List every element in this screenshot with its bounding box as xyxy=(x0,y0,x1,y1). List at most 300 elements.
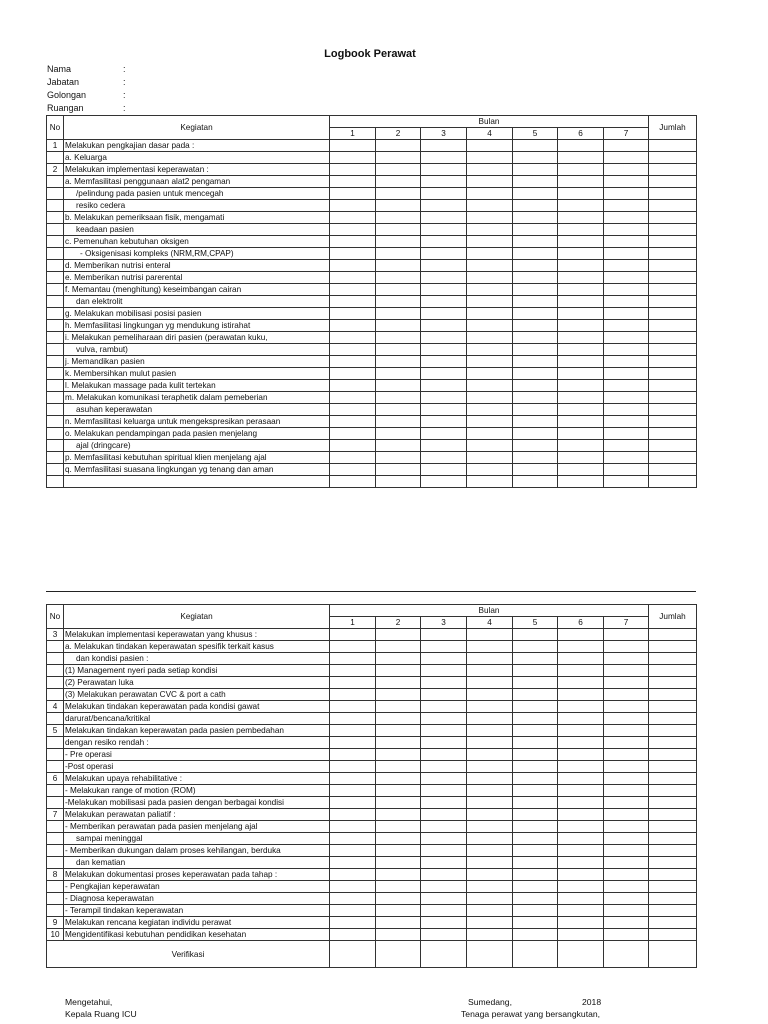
jumlah-cell[interactable] xyxy=(649,332,697,344)
month-cell[interactable] xyxy=(421,464,467,476)
month-cell[interactable] xyxy=(604,320,649,332)
month-cell[interactable] xyxy=(467,188,513,200)
month-cell[interactable] xyxy=(513,773,558,785)
month-cell[interactable] xyxy=(421,416,467,428)
month-cell[interactable] xyxy=(376,845,421,857)
month-cell[interactable] xyxy=(558,653,604,665)
month-cell[interactable] xyxy=(330,809,376,821)
month-cell[interactable] xyxy=(467,236,513,248)
month-cell[interactable] xyxy=(330,344,376,356)
month-cell[interactable] xyxy=(330,332,376,344)
month-cell[interactable] xyxy=(604,152,649,164)
month-cell[interactable] xyxy=(421,725,467,737)
month-cell[interactable] xyxy=(558,140,604,152)
jumlah-cell[interactable] xyxy=(649,809,697,821)
month-cell[interactable] xyxy=(330,200,376,212)
month-cell[interactable] xyxy=(513,416,558,428)
month-cell[interactable] xyxy=(604,236,649,248)
month-cell[interactable] xyxy=(604,332,649,344)
month-cell[interactable] xyxy=(421,476,467,488)
month-cell[interactable] xyxy=(467,272,513,284)
verification-cell[interactable] xyxy=(330,941,376,968)
month-cell[interactable] xyxy=(604,881,649,893)
month-cell[interactable] xyxy=(376,272,421,284)
month-cell[interactable] xyxy=(421,452,467,464)
month-cell[interactable] xyxy=(513,929,558,941)
month-cell[interactable] xyxy=(558,905,604,917)
jumlah-cell[interactable] xyxy=(649,917,697,929)
month-cell[interactable] xyxy=(330,881,376,893)
month-cell[interactable] xyxy=(421,320,467,332)
verification-cell[interactable] xyxy=(558,941,604,968)
month-cell[interactable] xyxy=(421,893,467,905)
month-cell[interactable] xyxy=(513,440,558,452)
month-cell[interactable] xyxy=(376,452,421,464)
month-cell[interactable] xyxy=(376,200,421,212)
month-cell[interactable] xyxy=(604,893,649,905)
month-cell[interactable] xyxy=(513,821,558,833)
month-cell[interactable] xyxy=(467,284,513,296)
month-cell[interactable] xyxy=(467,476,513,488)
month-cell[interactable] xyxy=(330,713,376,725)
month-cell[interactable] xyxy=(376,428,421,440)
month-cell[interactable] xyxy=(513,164,558,176)
jumlah-cell[interactable] xyxy=(649,905,697,917)
month-cell[interactable] xyxy=(467,404,513,416)
month-cell[interactable] xyxy=(467,416,513,428)
month-cell[interactable] xyxy=(330,761,376,773)
month-cell[interactable] xyxy=(421,356,467,368)
month-cell[interactable] xyxy=(604,833,649,845)
month-cell[interactable] xyxy=(467,917,513,929)
month-cell[interactable] xyxy=(604,845,649,857)
month-cell[interactable] xyxy=(330,893,376,905)
month-cell[interactable] xyxy=(604,869,649,881)
month-cell[interactable] xyxy=(467,224,513,236)
month-cell[interactable] xyxy=(558,464,604,476)
month-cell[interactable] xyxy=(513,833,558,845)
month-cell[interactable] xyxy=(421,785,467,797)
month-cell[interactable] xyxy=(558,857,604,869)
month-cell[interactable] xyxy=(467,761,513,773)
month-cell[interactable] xyxy=(421,869,467,881)
month-cell[interactable] xyxy=(604,857,649,869)
month-cell[interactable] xyxy=(467,332,513,344)
month-cell[interactable] xyxy=(376,869,421,881)
month-cell[interactable] xyxy=(376,296,421,308)
month-cell[interactable] xyxy=(467,749,513,761)
month-cell[interactable] xyxy=(330,677,376,689)
month-cell[interactable] xyxy=(330,917,376,929)
month-cell[interactable] xyxy=(467,773,513,785)
month-cell[interactable] xyxy=(330,929,376,941)
jumlah-cell[interactable] xyxy=(649,821,697,833)
month-cell[interactable] xyxy=(330,785,376,797)
month-cell[interactable] xyxy=(513,248,558,260)
month-cell[interactable] xyxy=(558,929,604,941)
month-cell[interactable] xyxy=(513,380,558,392)
month-cell[interactable] xyxy=(376,773,421,785)
month-cell[interactable] xyxy=(421,677,467,689)
month-cell[interactable] xyxy=(513,320,558,332)
month-cell[interactable] xyxy=(421,629,467,641)
month-cell[interactable] xyxy=(513,176,558,188)
month-cell[interactable] xyxy=(330,821,376,833)
month-cell[interactable] xyxy=(330,857,376,869)
jumlah-cell[interactable] xyxy=(649,380,697,392)
month-cell[interactable] xyxy=(513,332,558,344)
month-cell[interactable] xyxy=(330,428,376,440)
month-cell[interactable] xyxy=(558,212,604,224)
month-cell[interactable] xyxy=(330,404,376,416)
month-cell[interactable] xyxy=(513,452,558,464)
month-cell[interactable] xyxy=(558,260,604,272)
month-cell[interactable] xyxy=(558,845,604,857)
month-cell[interactable] xyxy=(513,152,558,164)
month-cell[interactable] xyxy=(467,260,513,272)
month-cell[interactable] xyxy=(421,272,467,284)
month-cell[interactable] xyxy=(376,236,421,248)
month-cell[interactable] xyxy=(558,809,604,821)
month-cell[interactable] xyxy=(467,845,513,857)
month-cell[interactable] xyxy=(376,260,421,272)
month-cell[interactable] xyxy=(558,737,604,749)
month-cell[interactable] xyxy=(558,320,604,332)
month-cell[interactable] xyxy=(421,140,467,152)
month-cell[interactable] xyxy=(558,725,604,737)
month-cell[interactable] xyxy=(467,653,513,665)
month-cell[interactable] xyxy=(558,176,604,188)
month-cell[interactable] xyxy=(513,749,558,761)
month-cell[interactable] xyxy=(604,905,649,917)
month-cell[interactable] xyxy=(421,821,467,833)
month-cell[interactable] xyxy=(376,224,421,236)
month-cell[interactable] xyxy=(421,881,467,893)
month-cell[interactable] xyxy=(421,701,467,713)
month-cell[interactable] xyxy=(421,773,467,785)
month-cell[interactable] xyxy=(376,188,421,200)
month-cell[interactable] xyxy=(467,689,513,701)
month-cell[interactable] xyxy=(558,284,604,296)
month-cell[interactable] xyxy=(376,917,421,929)
month-cell[interactable] xyxy=(604,140,649,152)
month-cell[interactable] xyxy=(513,188,558,200)
month-cell[interactable] xyxy=(513,428,558,440)
month-cell[interactable] xyxy=(604,344,649,356)
jumlah-cell[interactable] xyxy=(649,320,697,332)
jumlah-cell[interactable] xyxy=(649,713,697,725)
month-cell[interactable] xyxy=(604,188,649,200)
month-cell[interactable] xyxy=(376,833,421,845)
month-cell[interactable] xyxy=(604,761,649,773)
month-cell[interactable] xyxy=(467,833,513,845)
month-cell[interactable] xyxy=(513,344,558,356)
month-cell[interactable] xyxy=(421,440,467,452)
jumlah-cell[interactable] xyxy=(649,689,697,701)
month-cell[interactable] xyxy=(376,665,421,677)
month-cell[interactable] xyxy=(421,368,467,380)
month-cell[interactable] xyxy=(558,344,604,356)
month-cell[interactable] xyxy=(604,725,649,737)
month-cell[interactable] xyxy=(376,416,421,428)
month-cell[interactable] xyxy=(330,176,376,188)
month-cell[interactable] xyxy=(376,176,421,188)
month-cell[interactable] xyxy=(558,200,604,212)
month-cell[interactable] xyxy=(421,224,467,236)
month-cell[interactable] xyxy=(421,905,467,917)
jumlah-cell[interactable] xyxy=(649,785,697,797)
jumlah-cell[interactable] xyxy=(649,701,697,713)
month-cell[interactable] xyxy=(558,428,604,440)
jumlah-cell[interactable] xyxy=(649,368,697,380)
month-cell[interactable] xyxy=(604,689,649,701)
month-cell[interactable] xyxy=(604,929,649,941)
month-cell[interactable] xyxy=(467,368,513,380)
month-cell[interactable] xyxy=(467,380,513,392)
month-cell[interactable] xyxy=(558,749,604,761)
month-cell[interactable] xyxy=(330,284,376,296)
month-cell[interactable] xyxy=(604,284,649,296)
month-cell[interactable] xyxy=(330,905,376,917)
month-cell[interactable] xyxy=(604,224,649,236)
jumlah-cell[interactable] xyxy=(649,737,697,749)
month-cell[interactable] xyxy=(330,701,376,713)
month-cell[interactable] xyxy=(604,677,649,689)
month-cell[interactable] xyxy=(421,404,467,416)
month-cell[interactable] xyxy=(330,653,376,665)
month-cell[interactable] xyxy=(376,641,421,653)
month-cell[interactable] xyxy=(421,344,467,356)
month-cell[interactable] xyxy=(604,701,649,713)
month-cell[interactable] xyxy=(376,284,421,296)
month-cell[interactable] xyxy=(558,416,604,428)
jumlah-cell[interactable] xyxy=(649,392,697,404)
month-cell[interactable] xyxy=(467,821,513,833)
month-cell[interactable] xyxy=(330,773,376,785)
month-cell[interactable] xyxy=(376,881,421,893)
jumlah-cell[interactable] xyxy=(649,200,697,212)
month-cell[interactable] xyxy=(376,380,421,392)
month-cell[interactable] xyxy=(421,164,467,176)
month-cell[interactable] xyxy=(421,296,467,308)
month-cell[interactable] xyxy=(330,152,376,164)
month-cell[interactable] xyxy=(421,200,467,212)
month-cell[interactable] xyxy=(421,809,467,821)
month-cell[interactable] xyxy=(376,392,421,404)
jumlah-cell[interactable] xyxy=(649,773,697,785)
month-cell[interactable] xyxy=(376,212,421,224)
month-cell[interactable] xyxy=(330,224,376,236)
month-cell[interactable] xyxy=(330,749,376,761)
jumlah-cell[interactable] xyxy=(649,308,697,320)
month-cell[interactable] xyxy=(558,380,604,392)
month-cell[interactable] xyxy=(558,641,604,653)
month-cell[interactable] xyxy=(513,368,558,380)
jumlah-cell[interactable] xyxy=(649,284,697,296)
month-cell[interactable] xyxy=(467,893,513,905)
month-cell[interactable] xyxy=(330,416,376,428)
month-cell[interactable] xyxy=(604,428,649,440)
month-cell[interactable] xyxy=(421,797,467,809)
jumlah-cell[interactable] xyxy=(649,404,697,416)
month-cell[interactable] xyxy=(604,260,649,272)
jumlah-cell[interactable] xyxy=(649,665,697,677)
month-cell[interactable] xyxy=(421,917,467,929)
jumlah-cell[interactable] xyxy=(649,677,697,689)
jumlah-cell[interactable] xyxy=(649,725,697,737)
month-cell[interactable] xyxy=(604,773,649,785)
month-cell[interactable] xyxy=(558,356,604,368)
month-cell[interactable] xyxy=(604,464,649,476)
month-cell[interactable] xyxy=(421,641,467,653)
month-cell[interactable] xyxy=(376,749,421,761)
month-cell[interactable] xyxy=(558,452,604,464)
month-cell[interactable] xyxy=(604,248,649,260)
month-cell[interactable] xyxy=(558,152,604,164)
month-cell[interactable] xyxy=(421,176,467,188)
jumlah-cell[interactable] xyxy=(649,641,697,653)
month-cell[interactable] xyxy=(330,689,376,701)
month-cell[interactable] xyxy=(421,236,467,248)
month-cell[interactable] xyxy=(558,893,604,905)
month-cell[interactable] xyxy=(604,785,649,797)
jumlah-cell[interactable] xyxy=(649,845,697,857)
month-cell[interactable] xyxy=(421,284,467,296)
month-cell[interactable] xyxy=(467,248,513,260)
month-cell[interactable] xyxy=(604,380,649,392)
month-cell[interactable] xyxy=(376,320,421,332)
month-cell[interactable] xyxy=(467,797,513,809)
month-cell[interactable] xyxy=(513,761,558,773)
month-cell[interactable] xyxy=(376,677,421,689)
month-cell[interactable] xyxy=(467,212,513,224)
month-cell[interactable] xyxy=(330,164,376,176)
jumlah-cell[interactable] xyxy=(649,356,697,368)
month-cell[interactable] xyxy=(421,332,467,344)
month-cell[interactable] xyxy=(467,308,513,320)
month-cell[interactable] xyxy=(421,380,467,392)
month-cell[interactable] xyxy=(604,404,649,416)
month-cell[interactable] xyxy=(513,905,558,917)
month-cell[interactable] xyxy=(558,833,604,845)
month-cell[interactable] xyxy=(513,476,558,488)
month-cell[interactable] xyxy=(376,440,421,452)
month-cell[interactable] xyxy=(604,356,649,368)
month-cell[interactable] xyxy=(604,200,649,212)
month-cell[interactable] xyxy=(604,641,649,653)
month-cell[interactable] xyxy=(558,677,604,689)
month-cell[interactable] xyxy=(376,857,421,869)
month-cell[interactable] xyxy=(467,737,513,749)
month-cell[interactable] xyxy=(330,212,376,224)
month-cell[interactable] xyxy=(330,869,376,881)
month-cell[interactable] xyxy=(421,212,467,224)
month-cell[interactable] xyxy=(421,665,467,677)
month-cell[interactable] xyxy=(467,929,513,941)
month-cell[interactable] xyxy=(558,440,604,452)
month-cell[interactable] xyxy=(421,833,467,845)
month-cell[interactable] xyxy=(558,236,604,248)
month-cell[interactable] xyxy=(330,380,376,392)
month-cell[interactable] xyxy=(467,809,513,821)
jumlah-cell[interactable] xyxy=(649,929,697,941)
month-cell[interactable] xyxy=(330,188,376,200)
month-cell[interactable] xyxy=(376,356,421,368)
month-cell[interactable] xyxy=(376,701,421,713)
month-cell[interactable] xyxy=(604,749,649,761)
month-cell[interactable] xyxy=(604,272,649,284)
month-cell[interactable] xyxy=(376,713,421,725)
month-cell[interactable] xyxy=(604,296,649,308)
month-cell[interactable] xyxy=(513,785,558,797)
month-cell[interactable] xyxy=(467,665,513,677)
month-cell[interactable] xyxy=(330,665,376,677)
month-cell[interactable] xyxy=(513,701,558,713)
month-cell[interactable] xyxy=(513,677,558,689)
month-cell[interactable] xyxy=(376,821,421,833)
month-cell[interactable] xyxy=(467,176,513,188)
month-cell[interactable] xyxy=(421,653,467,665)
month-cell[interactable] xyxy=(376,653,421,665)
month-cell[interactable] xyxy=(513,404,558,416)
month-cell[interactable] xyxy=(467,641,513,653)
month-cell[interactable] xyxy=(376,164,421,176)
month-cell[interactable] xyxy=(376,761,421,773)
month-cell[interactable] xyxy=(558,392,604,404)
month-cell[interactable] xyxy=(467,785,513,797)
month-cell[interactable] xyxy=(467,152,513,164)
jumlah-cell[interactable] xyxy=(649,440,697,452)
month-cell[interactable] xyxy=(330,452,376,464)
month-cell[interactable] xyxy=(604,737,649,749)
verification-cell[interactable] xyxy=(467,941,513,968)
month-cell[interactable] xyxy=(467,677,513,689)
jumlah-cell[interactable] xyxy=(649,236,697,248)
jumlah-cell[interactable] xyxy=(649,272,697,284)
jumlah-cell[interactable] xyxy=(649,296,697,308)
jumlah-cell[interactable] xyxy=(649,260,697,272)
month-cell[interactable] xyxy=(513,260,558,272)
month-cell[interactable] xyxy=(513,464,558,476)
month-cell[interactable] xyxy=(467,881,513,893)
jumlah-cell[interactable] xyxy=(649,761,697,773)
month-cell[interactable] xyxy=(421,392,467,404)
month-cell[interactable] xyxy=(376,476,421,488)
month-cell[interactable] xyxy=(513,857,558,869)
month-cell[interactable] xyxy=(558,701,604,713)
month-cell[interactable] xyxy=(513,869,558,881)
month-cell[interactable] xyxy=(558,821,604,833)
month-cell[interactable] xyxy=(467,296,513,308)
jumlah-cell[interactable] xyxy=(649,893,697,905)
month-cell[interactable] xyxy=(467,464,513,476)
month-cell[interactable] xyxy=(513,296,558,308)
month-cell[interactable] xyxy=(467,200,513,212)
month-cell[interactable] xyxy=(421,761,467,773)
month-cell[interactable] xyxy=(421,428,467,440)
month-cell[interactable] xyxy=(330,248,376,260)
jumlah-cell[interactable] xyxy=(649,344,697,356)
month-cell[interactable] xyxy=(604,392,649,404)
month-cell[interactable] xyxy=(421,152,467,164)
month-cell[interactable] xyxy=(513,893,558,905)
month-cell[interactable] xyxy=(558,797,604,809)
month-cell[interactable] xyxy=(330,368,376,380)
month-cell[interactable] xyxy=(421,845,467,857)
verification-cell[interactable] xyxy=(421,941,467,968)
month-cell[interactable] xyxy=(513,665,558,677)
month-cell[interactable] xyxy=(513,845,558,857)
